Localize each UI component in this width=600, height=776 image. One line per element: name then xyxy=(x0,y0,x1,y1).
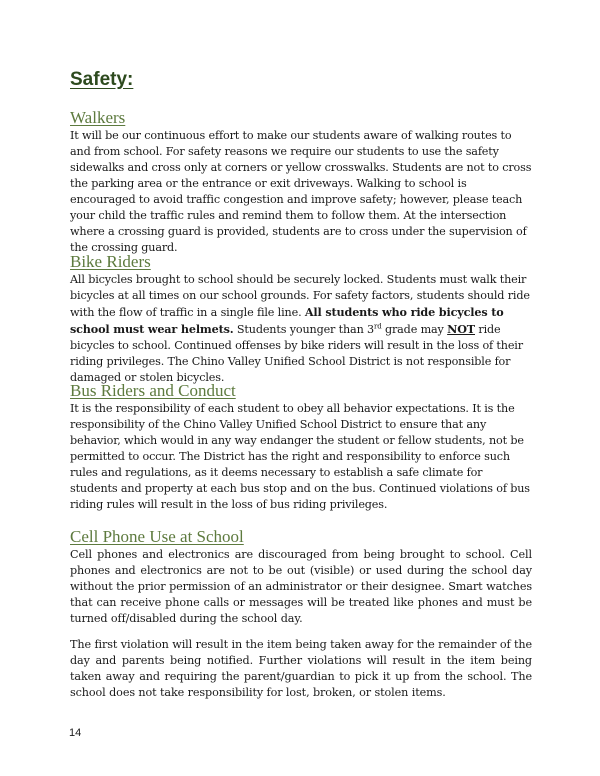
bike-helmet-rule: All students who ride bicycles to school must wear helmets. xyxy=(70,305,504,336)
section-bike-riders xyxy=(70,252,532,386)
section-walkers xyxy=(70,108,532,256)
page-title: Safety: xyxy=(70,69,134,90)
cell-phone-paragraph-2: The first violation will result in the item being taken away for the remainder of the day and parents being notified. Further violations will result in the item being taken away and requiring the parent/guardian to pick it up from the school. The school does not take responsibility for lost, broken, or stolen items. xyxy=(70,638,532,699)
bike-not-emphasis: NOT xyxy=(447,322,475,336)
section-heading-cell-phone: Cell Phone Use at School xyxy=(70,527,244,546)
bike-text-sup: rd xyxy=(374,322,382,331)
section-heading-bus-riders: Bus Riders and Conduct xyxy=(70,381,236,400)
section-cell-phone xyxy=(70,527,532,701)
section-bus-riders xyxy=(70,381,532,513)
bike-text-2b: grade may xyxy=(384,323,444,336)
bike-text-3: ride bicycles to school. Continued offenses by bike riders will result in the loss of their riding privileges. The Chino Valley Unified School District is not responsible for damaged or stolen bicycles. xyxy=(70,323,523,384)
bike-riders-paragraph xyxy=(70,272,532,386)
walkers-paragraph: It will be our continuous effort to make our students aware of walking routes to and from school. For safety reasons we require our students to use the safety sidewalks and cross only at corners or yellow crosswalks. Students are not to cross the parking area or the entrance or exit driveways. Walking to school is encouraged to avoid traffic congestion and improve safety; however, please teach your child the traffic rules and remind them to follow them. At the intersection where a crossing guard is provided, students are to cross under the supervision of the crossing guard. xyxy=(70,129,532,254)
section-heading-bike-riders: Bike Riders xyxy=(70,252,151,271)
bike-text-1: All bicycles brought to school should be securely locked. Students must walk their bicycles at all times on our school grounds. For safety factors, students should ride with the flow of traffic in a single file line. xyxy=(70,273,530,319)
bus-riders-paragraph: It is the responsibility of each student to obey all behavior expectations. It is the responsibility of the Chino Valley Unified School District to ensure that any behavior, which would in any way endanger the student or fellow students, not be permitted to occur. The District has the right and responsibility to enforce such rules and regulations, as it deems necessary to establish a safe climate for students and property at each bus stop and on the bus. Continued violations of bus riding rules will result in the loss of bus riding privileges. xyxy=(70,402,530,511)
page-number: 14 xyxy=(69,727,82,739)
cell-phone-paragraph-1: Cell phones and electronics are discouraged from being brought to school. Cell phones and electronics are not to be out (visible) or used during the school day without the prior permission of an administrator or their designee. Smart watches that can receive phone calls or messages will be treated like phones and must be turned off/disabled during the school day. xyxy=(70,548,532,625)
bike-text-2a: Students younger than 3 xyxy=(236,323,375,336)
section-heading-walkers: Walkers xyxy=(70,108,126,127)
